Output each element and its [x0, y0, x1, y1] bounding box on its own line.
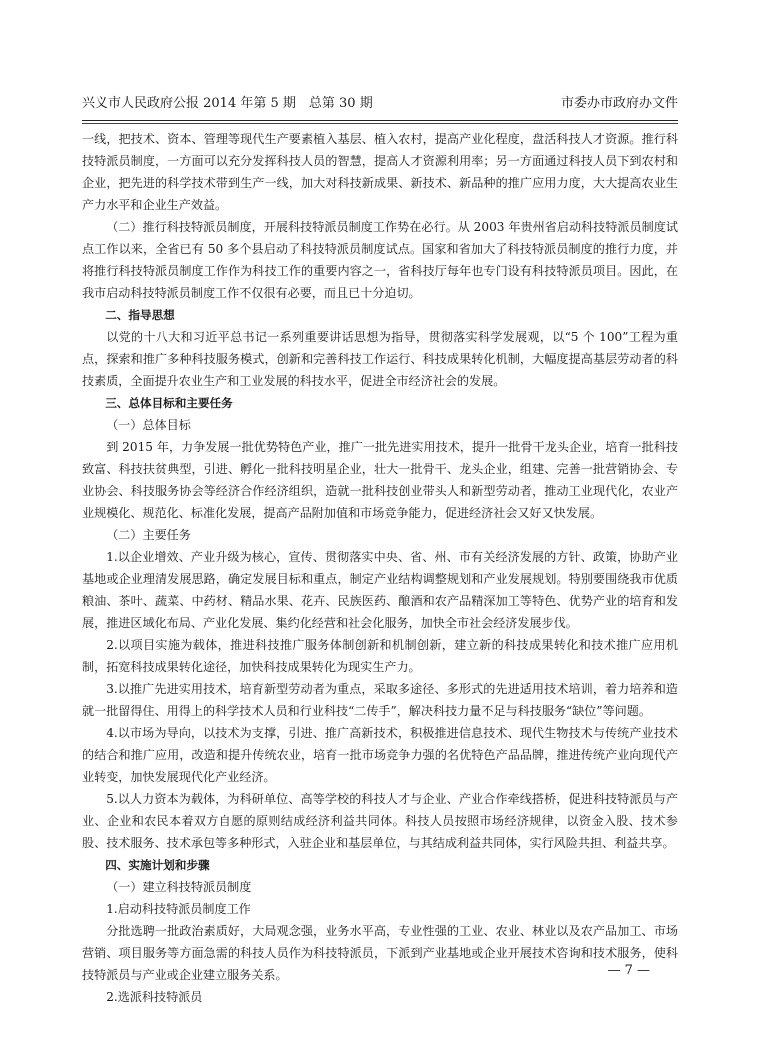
- page-number: — 7 —: [607, 963, 650, 978]
- paragraph: 5.以人力资本为载体，为科研单位、高等学校的科技人才与企业、产业合作牵线搭桥，促进科技特派员与产业、企业和农民本着双方自愿的原则结成经济利益共同体。科技人员按照市场经济规律，以资金入股、技术参股、技术服务、技术承包等多种形式，入驻企业和基层单位，与其结成利益共同体，实行风险共担、利益共享。: [82, 792, 678, 850]
- paragraph: （一）建立科技特派员制度: [106, 880, 252, 894]
- paragraph: 一线，把技术、资本、管理等现代生产要素植入基层、植入农村，提高产业化程度，盘活科技人才资源。推行科技特派员制度，一方面可以充分发挥科技人员的智慧，提高人才资源利用率；另一方面通过科技人员下到农村和企业，把先进的科学技术带到生产一线，加大对科技新成果、新技术、新品种的推广应用力度，大大提高农业生产力水平和企业生产效益。: [82, 132, 678, 212]
- paragraph: 分批选聘一批政治素质好，大局观念强，业务水平高，专业性强的工业、农业、林业以及农产品加工、市场营销、项目服务等方面急需的科技人员作为科技特派员，下派到产业基地或企业开展技术咨询和技术服务，使科技特派员与产业或企业建立服务关系。: [82, 924, 678, 982]
- paragraph: 1.以企业增效、产业升级为核心，宣传、贯彻落实中央、省、州、市有关经济发展的方针、政策，协助产业基地或企业理清发展思路，确定发展目标和重点，制定产业结构调整规划和产业发展规划。特别要围绕我市优质粮油、茶叶、蔬菜、中药材、精品水果、花卉、民族医药、酿酒和农产品精深加工等特色、优势产业的培育和发展，推进区域化布局、产业化发展、集约化经营和社会化服务，加快全市社会经济发展步伐。: [82, 550, 678, 630]
- running-header: [82, 93, 678, 115]
- header-rule-thin: [82, 123, 678, 124]
- paragraph: 4.以市场为导向，以技术为支撑，引进、推广高新技术，积极推进信息技术、现代生物技术与传统产业技术的结合和推广应用，改造和提升传统农业，培育一批市场竞争力强的名优特色产品品牌，推进传统产业向现代产业转变，加快发展现代化产业经济。: [82, 726, 678, 784]
- paragraph: （一）总体目标: [106, 418, 191, 432]
- document-body: [82, 128, 678, 1008]
- paragraph: 以党的十八大和习近平总书记一系列重要讲话思想为指导，贯彻落实科学发展观，以“5 个 100”工程为重点，探索和推广多种科技服务模式，创新和完善科技工作运行、科技成果转化机制，大幅度提高基层劳动者的科技素质，全面提升农业生产和工业发展的科技水平，促进全市经济社会的发展。: [82, 330, 678, 388]
- section-heading: 四、实施计划和步骤: [105, 858, 210, 872]
- paragraph: 到 2015 年，力争发展一批优势特色产业，推广一批先进实用技术，提升一批骨干龙头企业，培育一批科技致富、科技扶贫典型，引进、孵化一批科技明星企业，壮大一批骨干、龙头企业，组建、完善一批营销协会、专业协会、科技服务协会等经济合作经济组织，造就一批科技创业带头人和新型劳动者，推动工业现代化，农业产业规模化、规范化、标准化发展，提高产品附加值和市场竞争能力，促进经济社会又好又快发展。: [82, 440, 678, 520]
- paragraph: 1.启动科技特派员制度工作: [106, 902, 251, 916]
- paragraph: 2.选派科技特派员: [106, 990, 203, 1004]
- paragraph: 3.以推广先进实用技术，培育新型劳动者为重点，采取多途径、多形式的先进适用技术培训，着力培养和造就一批留得住、用得上的科学技术人员和行业科技“二传手”，解决科技力量不足与科技服务“缺位”等问题。: [82, 682, 678, 718]
- section-heading: 三、总体目标和主要任务: [105, 396, 233, 410]
- header-rule-thick: [82, 120, 678, 121]
- header-publication-title: 兴义市人民政府公报 2014 年第 5 期 总第 30 期: [82, 96, 373, 111]
- header-section-label: 市委办市政府办文件: [560, 96, 678, 111]
- section-heading: 二、指导思想: [105, 308, 175, 322]
- paragraph: 2.以项目实施为载体，推进科技推广服务体制创新和机制创新，建立新的科技成果转化和技术推广应用机制，拓宽科技成果转化途径，加快科技成果转化为现实生产力。: [82, 638, 678, 674]
- paragraph: （二）主要任务: [106, 528, 191, 542]
- paragraph: （二）推行科技特派员制度，开展科技特派员制度工作势在必行。从 2003 年贵州省启动科技特派员制度试点工作以来，全省已有 50 多个县启动了科技特派员制度试点。国家和省加大了科技特派员制度的推行力度，并将推行科技特派员制度工作作为科技工作的重要内容之一，省科技厅每年也专门设有科技特派员项目。因此，在我市启动科技特派员制度工作不仅很有必要，而且已十分迫切。: [82, 220, 678, 300]
